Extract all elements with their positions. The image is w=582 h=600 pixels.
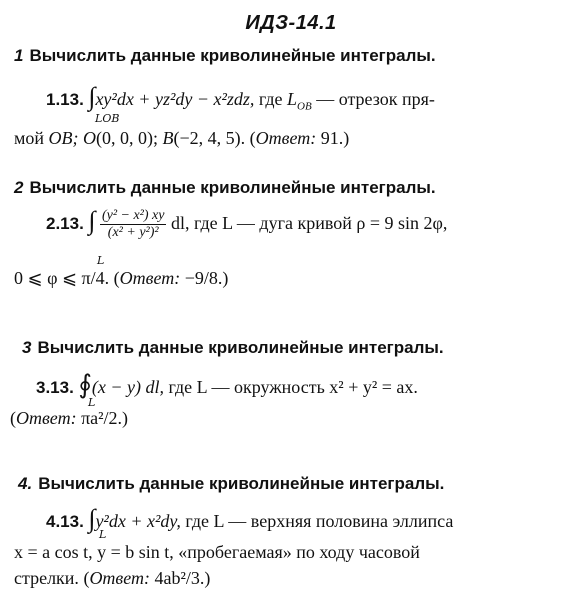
problem-1-path-label: $L_{OB}$ (287, 89, 312, 113)
problem-4-answer-label: Ответ: (89, 568, 150, 588)
problem-3-integral-subscript: L (88, 396, 96, 409)
problem-3-answer-label: Ответ: (16, 408, 77, 428)
integral-symbol: ∫ (88, 504, 96, 533)
problem-1-text: где (258, 89, 283, 109)
problem-4-integral-subscript: L (99, 528, 107, 541)
problem-4-answer: 4ab²/3.) (154, 568, 211, 588)
task-3-heading-text: Вычислить данные криволинейные интегралы. (37, 338, 444, 357)
problem-2-answer-label: Ответ: (119, 268, 181, 288)
problem-1-answer-label: Ответ: (255, 128, 317, 148)
problem-2-fraction: $\frac{\text{(y² − x²) xy}}{\text{(x² + y²)²}}$ (101, 208, 165, 241)
problem-4-line-2: x = a cos t, y = b sin t, «пробегаемая» по ходу часовой (14, 542, 420, 562)
problem-3-expression: (x − y) dl, (91, 377, 164, 397)
problem-3-number: 3.13. (36, 378, 74, 397)
problem-1-number: 1.13. (46, 90, 84, 109)
problem-4-number: 4.13. (46, 512, 84, 531)
problem-3-answer: πa²/2.) (81, 408, 129, 428)
problem-1-line-2: мой OB; O(0, 0, 0); B(−2, 4, 5). (Ответ: 91.) (14, 128, 350, 148)
problem-3-line-1: 3.13. ∮(x − y) dl, где L — окружность x² + y² = ax. (36, 370, 418, 399)
problem-1-expression: xy²dx + yz²dy − x²zdz, (95, 89, 255, 109)
task-4-number: 4. (18, 474, 33, 493)
task-4-heading-text: Вычислить данные криволинейные интегралы. (38, 474, 445, 493)
problem-2-line-2: 0 ⩽ φ ⩽ π/4. (Ответ: −9/8.) (14, 268, 229, 288)
integral-symbol: ∫ (88, 82, 96, 111)
problem-4-text: где L — верхняя половина эллипса (185, 511, 454, 531)
document-title: ИДЗ-14.1 (245, 12, 337, 34)
task-1-heading-text: Вычислить данные криволинейные интегралы. (29, 46, 436, 65)
task-2-number: 2 (14, 178, 24, 197)
problem-3-text: L — окружность x² + y² = ax. (196, 377, 418, 397)
problem-4-line-3: стрелки. (Ответ: 4ab²/3.) (14, 568, 211, 588)
problem-4-line-1 (46, 506, 453, 532)
contour-integral-symbol: ∮ (78, 370, 92, 399)
problem-2-number: 2.13. (46, 214, 84, 233)
problem-1-answer: 91.) (320, 128, 350, 148)
task-2-heading-text: Вычислить данные криволинейные интегралы. (29, 178, 436, 197)
task-1-heading (14, 46, 436, 66)
task-4-heading (18, 474, 444, 494)
problem-1-line-1 (46, 84, 435, 113)
task-2-heading (14, 178, 436, 198)
problem-1-text-cont: — отрезок пря- (316, 89, 435, 109)
problem-2-line-1 (46, 208, 447, 241)
problem-3-line-2: (Ответ: πa²/2.) (10, 408, 129, 428)
task-3-number: 3 (22, 338, 32, 357)
problem-1-integral-subscript: LOB (95, 112, 120, 125)
integral-symbol: ∫ (88, 206, 96, 235)
problem-4-expression: y²dx + x²dy, (95, 511, 181, 531)
problem-2-text: dl, где L — дуга кривой ρ = 9 sin 2φ, (170, 213, 448, 233)
problem-2-answer: −9/8.) (184, 268, 229, 288)
problem-2-integral-subscript: L (97, 254, 105, 267)
task-3-heading (22, 338, 444, 358)
task-1-number: 1 (14, 46, 24, 65)
